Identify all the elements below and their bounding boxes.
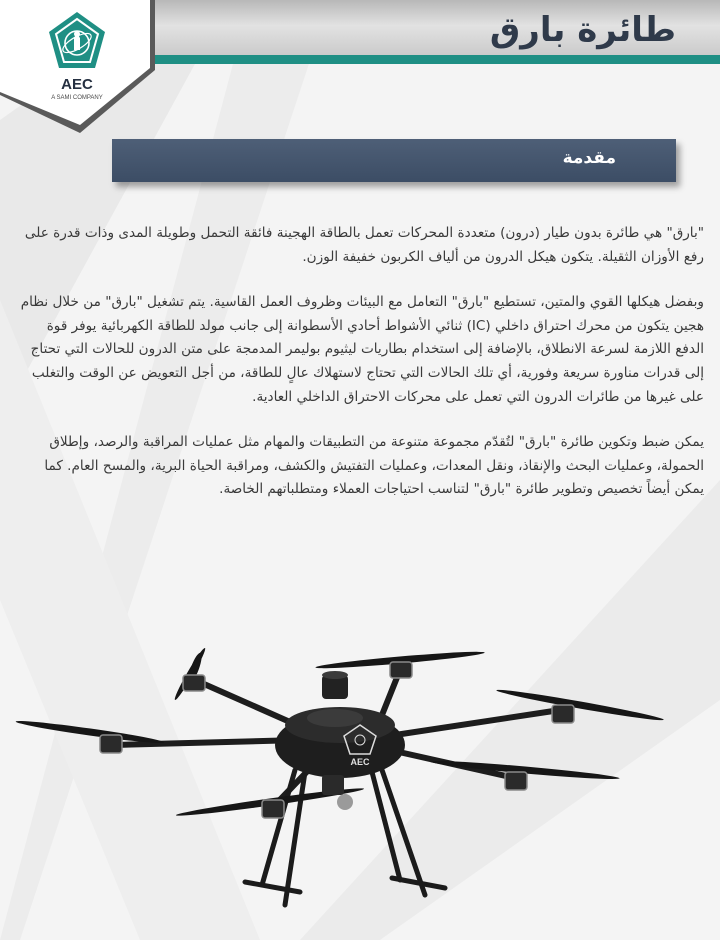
paragraph-3: يمكن ضبط وتكوين طائرة "بارق" لتُقدّم مجموعة متنوعة من التطبيقات والمهام مثل عمليات المراقبة والرصد، وإطلاق الحمولة، وعمليات البحث والإنقاذ، ونقل المعدات، وعمليات التفتيش والكشف، ومراقبة الحياة البرية، والمسح العام. كما يمكن أيضاً تخصيص وتطوير طائرة "بارق" لتناسب احتياجات العملاء ومتطلباتهم الخاصة. — [44, 434, 704, 498]
aec-logo-icon — [45, 10, 109, 74]
section-header-band — [112, 139, 676, 182]
logo-subtext: A SAMI COMPANY — [51, 95, 103, 101]
drone-badge-text: AEC — [350, 757, 370, 767]
drone-image — [0, 630, 720, 940]
title-bar — [155, 0, 720, 64]
paragraph-1: "بارق" هي طائرة بدون طيار (درون) متعددة المحركات تعمل بالطاقة الهجينة فائقة التحمل وطويلة المدى وذات قدرة على رفع الأوزان الثقيلة. يتكون هيكل الدرون من ألياف الكربون خفيفة الوزن. — [24, 225, 704, 265]
section-title: مقدمة — [562, 148, 616, 168]
page-title: طائرة بارق — [489, 10, 676, 50]
logo-text: AEC — [61, 76, 93, 93]
title-accent-line — [155, 55, 720, 64]
intro-text — [18, 222, 704, 524]
paragraph-2: وبفضل هيكلها القوي والمتين، تستطيع "بارق" التعامل مع البيئات وظروف العمل القاسية. يتم تشغيل "بارق" من خلال نظام هجين يتكون من محرك احتراق داخلي (IC) ثنائي الأشواط أحادي الأسطوانة إلى جانب مولد للطاقة الكهربائية يوفر قوة الدفع اللازمة لسرعة الانطلاق، بالإضافة إلى استخدام بطاريات ليثيوم بوليمر المدمجة على متن الدرون للحالات التي تحتاج إلى قدرات مناورة سريعة وفورية، أي تلك الحالات التي تحتاج لاستهلاك عالٍ للطاقة، من أجل التعويض عن الوقت والتغلب على غيرها من طائرات الدرون التي تعمل على محركات الاحتراق الداخلي العادية. — [20, 294, 704, 405]
